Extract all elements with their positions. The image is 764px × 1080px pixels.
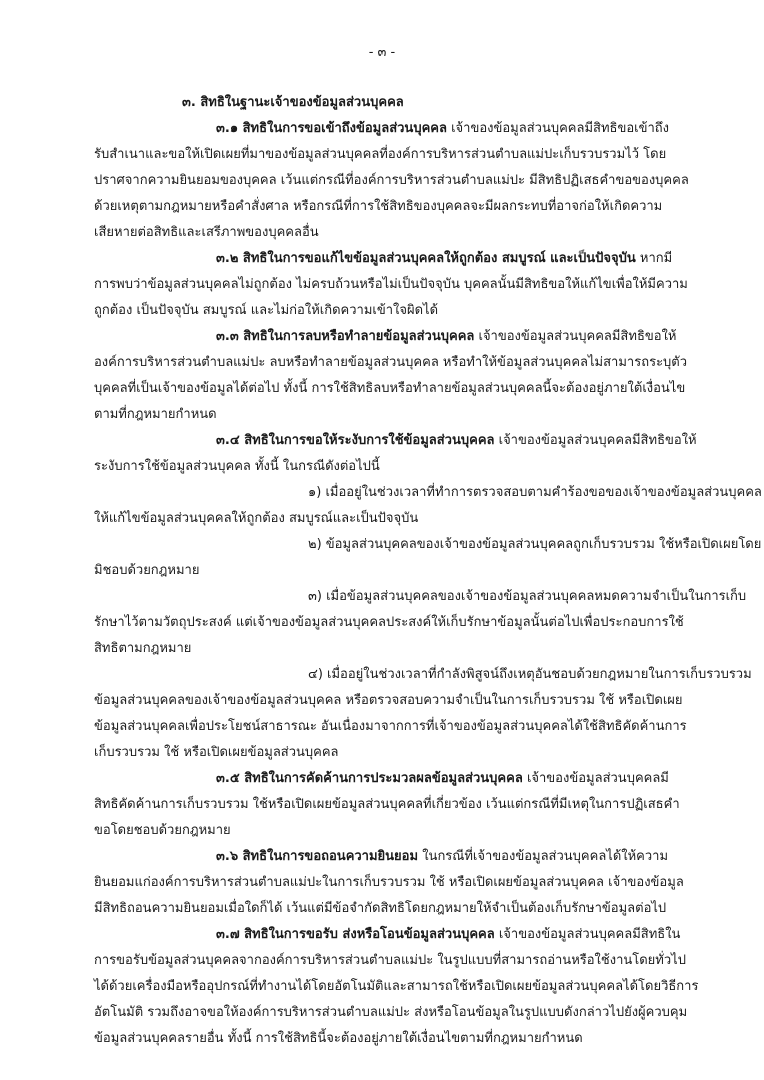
list-item-first-line: ๒) ข้อมูลส่วนบุคคลของเจ้าของข้อมูลส่วนบุคคลถูกเก็บรวบรวม ใช้หรือเปิดเผยโดย <box>308 537 762 552</box>
section-title: ๓.๓ สิทธิในการลบหรือทำลายข้อมูลส่วนบุคคล <box>216 329 475 344</box>
list-item-line: ข้อมูลส่วนบุคคลของเจ้าของข้อมูลส่วนบุคคล หรือตรวจสอบความจำเป็นในการเก็บรวบรวม ใช้ หรือเปิดเผย <box>94 693 683 708</box>
paragraph-first-line <box>94 246 684 272</box>
paragraph-line: อัตโนมัติ รวมถึงอาจขอให้องค์การบริหารส่วนตำบลแม่ปะ ส่งหรือโอนข้อมูลในรูปแบบดังกล่าวไปยังผู้ควบคุม <box>94 1005 688 1020</box>
section-heading: ๓. สิทธิในฐานะเจ้าของข้อมูลส่วนบุคคล <box>182 95 404 110</box>
paragraph-text: หากมี <box>639 251 673 266</box>
section-3-4 <box>94 428 762 766</box>
paragraph-first-line <box>94 428 697 454</box>
paragraph-line: ถูกต้อง เป็นปัจจุบัน สมบูรณ์ และไม่ก่อให้เกิดความเข้าใจผิดได้ <box>94 303 439 318</box>
paragraph-line: ปราศจากความยินยอมของบุคคล เว้นแต่กรณีที่องค์การบริหารส่วนตำบลแม่ปะ มีสิทธิปฏิเสธคำขอของบุคคล <box>94 173 689 188</box>
section-3-3 <box>94 324 688 428</box>
paragraph-text: เจ้าของข้อมูลส่วนบุคคลมีสิทธิใน <box>498 927 681 942</box>
section-title: ๓.๑ สิทธิในการขอเข้าถึงข้อมูลส่วนบุคคล <box>216 121 447 136</box>
paragraph-line: เสียหายต่อสิทธิและเสรีภาพของบุคคลอื่น <box>94 225 319 240</box>
section-title: ๓.๕ สิทธิในการคัดค้านการประมวลผลข้อมูลส่วนบุคคล <box>216 771 523 786</box>
paragraph-line: มีสิทธิถอนความยินยอมเมื่อใดก็ได้ เว้นแต่มีข้อจำกัดสิทธิโดยกฎหมายให้จำเป็นต้องเก็บรักษาข้อมูลต่อไป <box>94 901 667 916</box>
section-3-1 <box>94 116 689 246</box>
paragraph-line: สิทธิคัดค้านการเก็บรวบรวม ใช้หรือเปิดเผยข้อมูลส่วนบุคคลที่เกี่ยวข้อง เว้นแต่กรณีที่มีเหตุในการปฏิเสธคำ <box>94 797 680 812</box>
paragraph-text: เจ้าของข้อมูลส่วนบุคคลมี <box>526 771 669 786</box>
list-item-line: เก็บรวบรวม ใช้ หรือเปิดเผยข้อมูลส่วนบุคคล <box>94 745 339 760</box>
paragraph-line: บุคคลที่เป็นเจ้าของข้อมูลได้ต่อไป ทั้งนี้ การใช้สิทธิลบหรือทำลายข้อมูลส่วนบุคคลนี้จะต้องอยู่ภายใต้เงื่อนไข <box>94 381 686 396</box>
page-number: - ๓ - <box>368 45 396 60</box>
paragraph-line: ได้ด้วยเครื่องมือหรืออุปกรณ์ที่ทำงานได้โดยอัตโนมัติและสามารถใช้หรือเปิดเผยข้อมูลส่วนบุคคลได้โดยวิธีการ <box>94 979 699 994</box>
paragraph-text: เจ้าของข้อมูลส่วนบุคคลมีสิทธิขอเข้าถึง <box>451 121 669 136</box>
paragraph-line: ขอโดยชอบด้วยกฎหมาย <box>94 823 231 838</box>
list-item-first-line: ๑) เมื่ออยู่ในช่วงเวลาที่ทำการตรวจสอบตามคำร้องขอของเจ้าของข้อมูลส่วนบุคคล <box>308 485 762 500</box>
paragraph-first-line <box>94 844 684 870</box>
paragraph-first-line <box>94 116 684 142</box>
paragraph-line: การพบว่าข้อมูลส่วนบุคคลไม่ถูกต้อง ไม่ครบถ้วนหรือไม่เป็นปัจจุบัน บุคคลนั้นมีสิทธิขอให้แก้ไขเพื่อให้มีความ <box>94 277 688 292</box>
list-item-line: ให้แก้ไขข้อมูลส่วนบุคคลให้ถูกต้อง สมบูรณ์และเป็นปัจจุบัน <box>94 511 419 526</box>
section-3-5 <box>94 766 684 844</box>
paragraph-line: ด้วยเหตุตามกฎหมายหรือคำสั่งศาล หรือกรณีที่การใช้สิทธิของบุคคลจะมีผลกระทบที่อาจก่อให้เกิดความ <box>94 199 663 214</box>
section-title: ๓.๗ สิทธิในการขอรับ ส่งหรือโอนข้อมูลส่วนบุคคล <box>216 927 495 942</box>
paragraph-line: ข้อมูลส่วนบุคคลรายอื่น ทั้งนี้ การใช้สิทธินี้จะต้องอยู่ภายใต้เงื่อนไขตามที่กฎหมายกำหนด <box>94 1031 583 1046</box>
list-item-line: รักษาไว้ตามวัตถุประสงค์ แต่เจ้าของข้อมูลส่วนบุคคลประสงค์ให้เก็บรักษาข้อมูลนั้นต่อไปเพื่อประกอบการใช้ <box>94 615 684 630</box>
paragraph-line: ระงับการใช้ข้อมูลส่วนบุคคล ทั้งนี้ ในกรณีดังต่อไปนี้ <box>94 459 380 474</box>
section-title: ๓.๔ สิทธิในการขอให้ระงับการใช้ข้อมูลส่วนบุคคล <box>216 433 495 448</box>
paragraph-line: การขอรับข้อมูลส่วนบุคคลจากองค์การบริหารส่วนตำบลแม่ปะ ในรูปแบบที่สามารถอ่านหรือใช้งานโดยทั่วไป <box>94 953 686 968</box>
paragraph-line: องค์การบริหารส่วนตำบลแม่ปะ ลบหรือทำลายข้อมูลส่วนบุคคล หรือทำให้ข้อมูลส่วนบุคคลไม่สามารถระบุตัว <box>94 355 688 370</box>
list-item-line: สิทธิตามกฎหมาย <box>94 641 192 656</box>
list-item-line: มิชอบด้วยกฎหมาย <box>94 563 200 578</box>
paragraph-line: ตามที่กฎหมายกำหนด <box>94 407 217 422</box>
section-title: ๓.๖ สิทธิในการขอถอนความยินยอม <box>216 849 419 864</box>
paragraph-text: ในกรณีที่เจ้าของข้อมูลส่วนบุคคลได้ให้ความ <box>422 849 669 864</box>
paragraph-text: เจ้าของข้อมูลส่วนบุคคลมีสิทธิขอให้ <box>478 329 677 344</box>
paragraph-line: รับสำเนาและขอให้เปิดเผยที่มาของข้อมูลส่วนบุคคลที่องค์การบริหารส่วนตำบลแม่ปะเก็บรวบรวมไว้ โดย <box>94 147 667 162</box>
section-3-6 <box>94 844 684 922</box>
section-3-2 <box>94 246 688 324</box>
paragraph-first-line <box>94 766 684 792</box>
list-item-first-line: ๓) เมื่อข้อมูลส่วนบุคคลของเจ้าของข้อมูลส่วนบุคคลหมดความจำเป็นในการเก็บ <box>308 589 747 604</box>
document-body <box>94 90 762 1052</box>
paragraph-first-line <box>94 922 684 948</box>
paragraph-text: เจ้าของข้อมูลส่วนบุคคลมีสิทธิขอให้ <box>498 433 697 448</box>
section-title: ๓.๒ สิทธิในการขอแก้ไขข้อมูลส่วนบุคคลให้ถูกต้อง สมบูรณ์ และเป็นปัจจุบัน <box>216 251 636 266</box>
paragraph-line: ยินยอมแก่องค์การบริหารส่วนตำบลแม่ปะในการเก็บรวบรวม ใช้ หรือเปิดเผยข้อมูลส่วนบุคคล เจ้าของข้อมูล <box>94 875 684 890</box>
list-item-line: ข้อมูลส่วนบุคคลเพื่อประโยชน์สาธารณะ อันเนื่องมาจากการที่เจ้าของข้อมูลส่วนบุคคลได้ใช้สิทธิคัดค้านการ <box>94 719 687 734</box>
list-item-first-line: ๔) เมื่ออยู่ในช่วงเวลาที่กำลังพิสูจน์ถึงเหตุอันชอบด้วยกฎหมายในการเก็บรวบรวม <box>308 667 752 682</box>
paragraph-first-line <box>94 324 684 350</box>
section-3-7 <box>94 922 699 1052</box>
